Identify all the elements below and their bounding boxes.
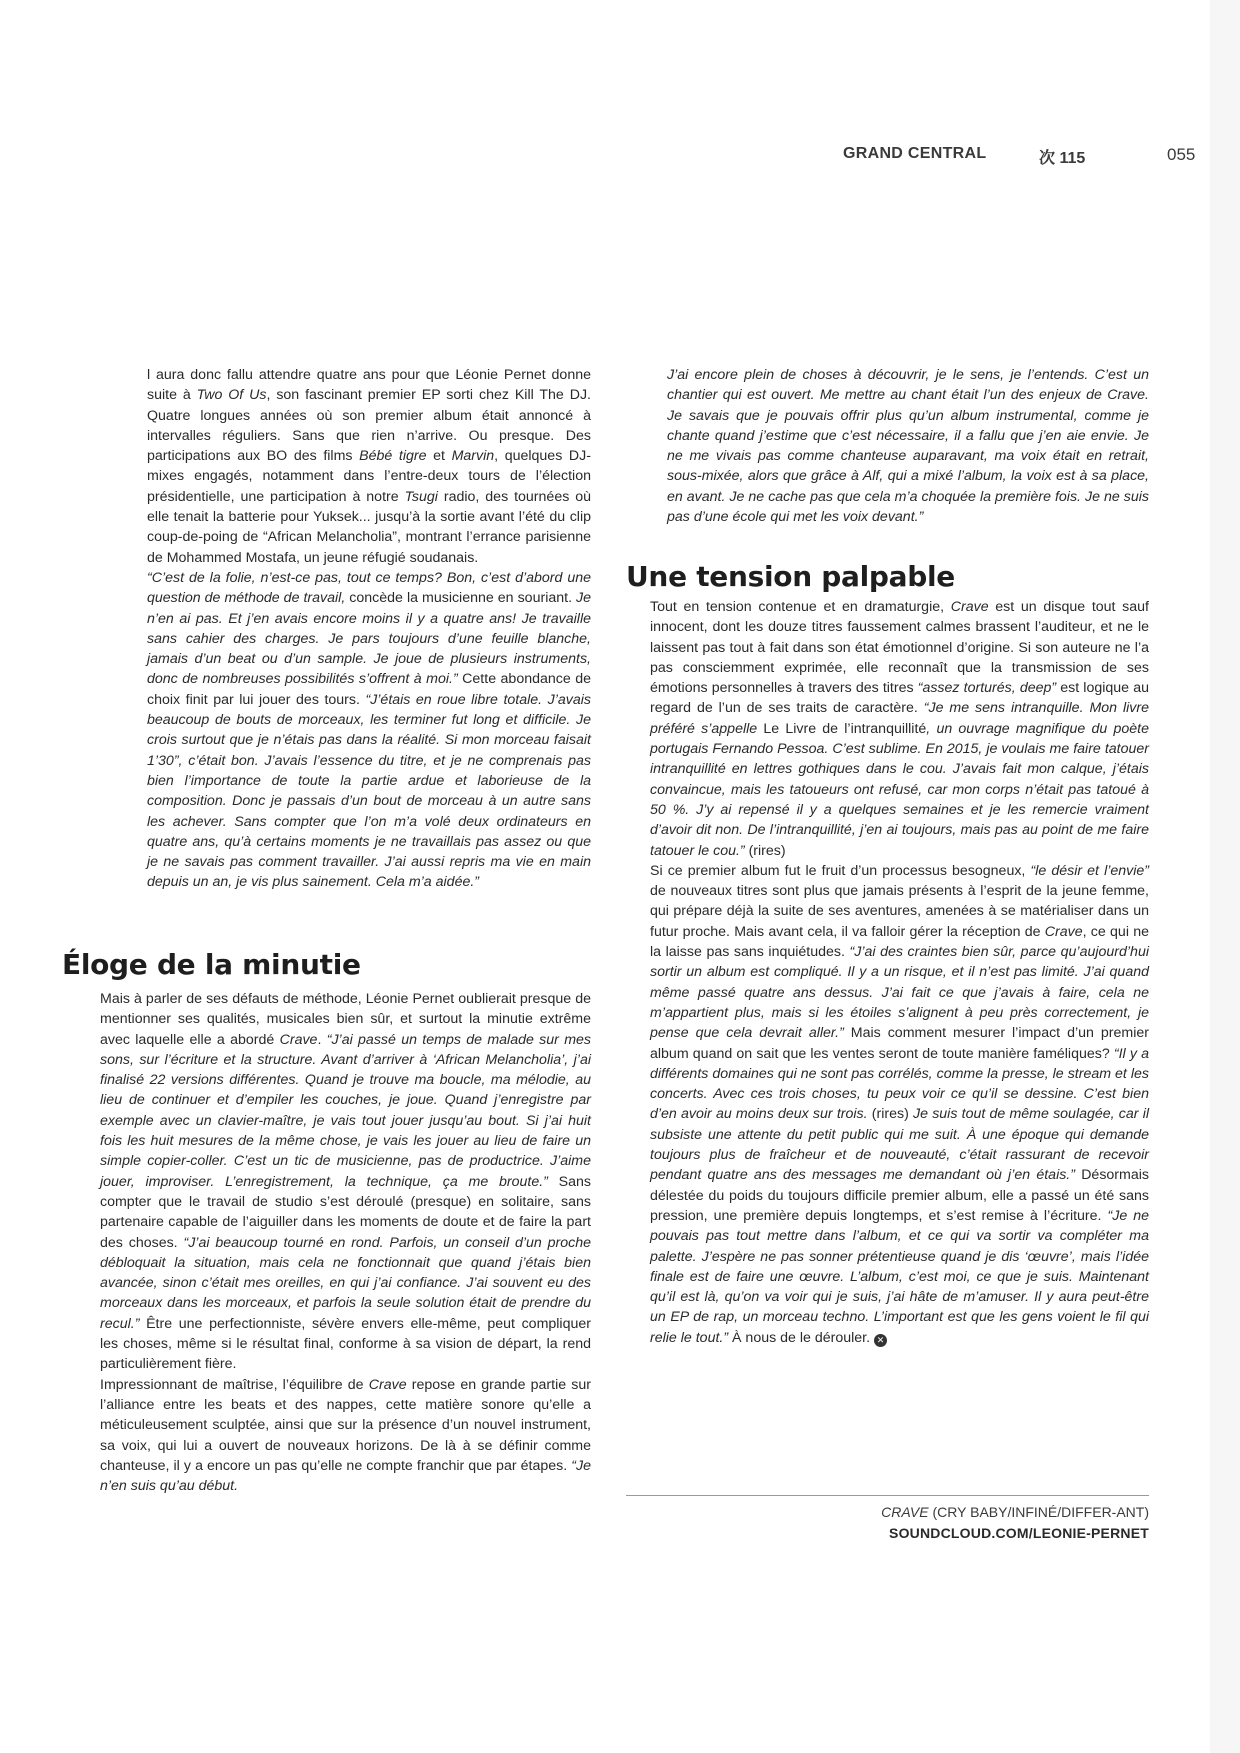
text-run: Impressionnant de maîtrise, l’équilibre de (100, 1376, 369, 1393)
text-run: Si ce premier album fut le fruit d’un processus besogneux, (650, 862, 1031, 879)
soundcloud-link[interactable]: SOUNDCLOUD.COM/LEONIE-PERNET (889, 1525, 1149, 1541)
quote-run: “J’ai des craintes bien sûr, parce qu’aujourd’hui sortir un album est compliqué. Il y a un risque, et il n’est pas limité. J’ai quand même passé quatre ans dessus. J’ai fait ce que j’avais à faire, cela ne m’appartient plus, mais si les étoiles s’alignent à peu près correctement, je pense que cela devrait aller.” (650, 944, 1149, 1042)
article-column-1-bottom (100, 989, 591, 1496)
text-run: Désormais délestée du poids du toujours difficile premier album, elle a passé un été sans pression, une première depuis longtemps, et s’est remise à l’écriture. (650, 1167, 1149, 1224)
text-run: (rires) (744, 842, 786, 859)
section-title: GRAND CENTRAL (843, 145, 987, 162)
credits-block (760, 1502, 1149, 1544)
text-run: , ce qui ne la laisse pas sans inquiétudes. (650, 923, 1149, 961)
text-run: (rires) (871, 1106, 909, 1123)
text-run: Crave (1044, 923, 1083, 940)
article-column-2-bottom (650, 597, 1149, 1348)
text-run: Marvin (451, 448, 495, 465)
quote-run: Je n’en ai pas. Et j’en avais encore moins il y a quatre ans! Je travaille sans cahier des charges. Je pars toujours d’une feuille blanche, jamais d’un beat ou d’un sample. Je joue de plusieurs instruments, donc de nombreuses possibilités s’offrent à moi.” (147, 590, 592, 688)
quote-run: “Je n’en suis qu’au début. (100, 1457, 591, 1495)
end-of-article-icon: ✕ (874, 1334, 887, 1347)
text-run: est logique au regard de l’un de ses traits de caractère. (650, 680, 1149, 717)
text-run: radio, des tournées où elle tenait la batterie pour Yuksek... jusqu’à la sortie avant l’été du clip coup-de-poing de “African Melancholia”, montrant l’errance parisienne de Mohammed Mostafa, un jeune réfugié soudanais. (147, 488, 592, 566)
subheading-eloge: Éloge de la minutie (62, 948, 361, 981)
quote-run: “assez torturés, deep” (917, 680, 1057, 697)
text-run: Bébé tigre (359, 448, 427, 465)
quote-run: “Il y a différents domaines qui ne sont pas corrélés, comme la presse, le stream et les concerts. Avec ces trois choses, tu peux voir ce qu’il se dessine. C’est bien d’en avoir au moins deux sur trois. (650, 1045, 1149, 1123)
quote-run: “J’étais en roue libre totale. J’avais beaucoup de bouts de morceaux, les terminer fut long et difficile. Je crois surtout que je n’étais pas dans la réalité. Si mon morceau faisait 1’30”, c’était bon. J’avais l’essence du titre, et je ne comprenais pas bien l’importance de toute la partie ardue et laborieuse de la composition. Donc je passais d’un bout de morceau à un autre sans les achever. Sans compter que l’on m’a volé deux ordinateurs en quatre ans, qu’à certains moments je ne travaillais pas assez ou que je ne savais pas comment travailler. J’ai aussi repris ma vie en main depuis un an, je vis plus sainement. Cela m’a aidée.” (147, 691, 591, 891)
text-run: Sans compter que le travail de studio s’est déroulé (presque) en solitaire, sans partenaire capable de l’aiguiller dans les moments de doute et de faire la part des choses. (100, 1173, 591, 1251)
text-run: est un disque tout sauf innocent, dont les douze titres faussement calmes brassent l’auditeur, et ne le laissent pas tout à fait dans son état émotionnel d’origine. Si son auteure ne l’a pas consciemment exprimée, elle reconnaît que la transmission de ses émotions personnelles à travers des titres (650, 599, 1149, 697)
quote-run: “J’ai beaucoup tourné en rond. Parfois, un conseil d’un proche débloquait la situation, mais cela ne fonctionnait que quand j’étais bien avancée, sinon c’était mes oreilles, en qui j’ai confiance. J’ai souvent eu des morceaux dans les morceaux, et parfois la seule solution était de prendre du recul.” (100, 1234, 592, 1332)
quote-run: , un ouvrage magnifique du poète portugais Fernando Pessoa. C’est sublime. En 2015, je voulais me faire tatouer intranquillité en lettres gothiques dans le cou. J’avais fait mon calque, j’étais convaincue, mais les tatoueurs ont refusé, car mon corps n’était pas tatoué à 50 %. J’y ai repensé il y a quelques semaines et je les remercie vraiment d’avoir dit non. De l’intranquillité, j’en ai toujours, mais pas au point de me faire tatouer le cou.” (650, 720, 1149, 859)
album-title: CRAVE (881, 1504, 929, 1520)
text-run: Être une perfectionniste, sévère envers elle-même, peut compliquer les choses, même si le résultat final, conforme à sa vision de départ, la rend particulièrement fière. (100, 1315, 591, 1373)
quote-run: “Je me sens intranquille. Mon livre préféré s’appelle (650, 700, 1149, 737)
text-run: Crave (368, 1376, 407, 1393)
text-run: Le Livre de l’intranquillité (763, 720, 927, 737)
text-run: Crave (950, 599, 989, 615)
text-run: repose en grande partie sur l’alliance entre les beats et des nappes, cette matière sonore qu’elle a méticuleusement sculptée, ainsi que sur la présence d’un nouvel instrument, sa voix, qui lui a ouvert de nouveaux horizons. De là à se définir comme chanteuse, il y a encore un pas qu’elle ne compte franchir que par étapes. (100, 1376, 591, 1474)
paragraph (147, 568, 591, 893)
paragraph (100, 1375, 591, 1497)
quote-run: “Je ne pouvais pas tout mettre dans l’album, et ce qui va sortir va compléter ma palette. J’espère ne pas sonner prétentieuse quand je dis ‘œuvre’, mais l’idée finale est de faire une œuvre. L’album, c’est moi, ce que je suis. Maintenant qu’il est là, qu’on va voir qui je suis, j’ai hâte de m’amuser. Il y aura peut-être un EP de rap, un morceau techno. L’important est que les gens voient le fil qui relie le tout.” (650, 1207, 1149, 1346)
text-run: concède la musicienne en souriant. (345, 590, 577, 607)
page-edge (1210, 0, 1240, 1753)
text-run: , son fascinant premier EP sorti chez Kill The DJ. Quatre longues années où son premier album était annoncé à intervalles réguliers. Sans que rien n’arrive. Ou presque. Des participations aux BO des films (147, 387, 591, 465)
quote-paragraph: J’ai encore plein de choses à découvrir, je le sens, je l’entends. C’est un chantier qui est ouvert. Me mettre au chant était l’un des enjeux de Crave. Je savais que je pouvais offrir plus qu’un album instrumental, comme je chante quand j’estime que c’est nécessaire, il a fallu que j’en aie envie. Je ne me vivais pas comme chanteuse auparavant, ma voix était en retrait, sous-mixée, alors que grâce à Alf, qui a mixé l’album, la voix est à sa place, en avant. Je ne cache pas que cela m’a choquée la première fois. Je ne suis pas d’une école qui met les voix devant.” (667, 367, 1149, 526)
subheading-tension: Une tension palpable (626, 560, 956, 593)
paragraph (650, 861, 1149, 1348)
paragraph-intro (147, 365, 591, 568)
text-run: de nouveaux titres sont plus que jamais présents à l’esprit de la jeune femme, qui prépare déjà la suite de ses aventures, amenées à se matérialiser dans un futur proche. Mais avant cela, il va falloir gérer la réception de (650, 883, 1149, 940)
text-run: , quelques DJ-mixes engagés, notamment dans l’entre-deux tours de l’élection présidentielle, une participation à notre (147, 448, 591, 505)
quote-run: “le désir et l’envie” (1030, 862, 1150, 879)
text-run: et (426, 448, 452, 465)
quote-run: “J’ai passé un temps de malade sur mes sons, sur l’écriture et la structure. Avant d’arriver à ‘African Melancholia’, j’ai finalisé 22 versions différentes. Quand je trouve ma boucle, ma mélodie, au lieu de continuer et d’empiler les couches, je joue. Quand j’enregistre par exemple avec un clavier-maître, je vais tout jouer jusqu’au bout. Si j’ai huit fois les huit mesures de la même chose, je vais les jouer au lieu de faire un simple copier-coller. C’est un tic de musicienne, pas de productrice. J’aime jouer, improviser. L’enregistrement, la technique, ça me broute.” (100, 1031, 592, 1190)
quote-run: Je suis tout de même soulagée, car il subsiste une attente du petit public qui me suit. À une époque qui demande toujours plus de fraîcheur et de nouveauté, c’était rassurant de recevoir pendant quatre ans des messages me demandant où j’en étais.” (650, 1106, 1149, 1184)
text-run: Cette abondance de choix finit par lui jouer des tours. (147, 671, 592, 708)
text-run: Mais comment mesurer l’impact d’un premier album quand on sait que les ventes seront de toute manière faméliques? (650, 1025, 1149, 1062)
issue-number: 次 115 (1039, 150, 1086, 167)
text-run: Tsugi (404, 488, 438, 505)
page-number: 055 (1167, 145, 1196, 164)
paragraph (650, 597, 1149, 861)
text-run: Crave (279, 1031, 318, 1048)
text-run: . (317, 1031, 327, 1048)
text-run: Two Of Us (196, 387, 267, 404)
album-credit (760, 1502, 1149, 1523)
article-column-1-top (147, 365, 591, 893)
credits-divider (626, 1495, 1149, 1496)
text-run: À nous de le dérouler. (728, 1329, 871, 1346)
text-run: Tout en tension contenue et en dramaturgie, (650, 599, 951, 615)
article-column-2-top (667, 365, 1149, 527)
running-header (820, 145, 1200, 169)
album-labels: (CRY BABY/INFINÉ/DIFFER-ANT) (928, 1504, 1149, 1520)
quote-run: “C’est de la folie, n’est-ce pas, tout ce temps? Bon, c’est d’abord une question de méthode de travail, (147, 569, 591, 607)
text-run: Mais à parler de ses défauts de méthode, Léonie Pernet oublierait presque de mentionner ses qualités, musicales bien sûr, et surtout la minutie extrême avec laquelle elle a abordé (100, 991, 591, 1048)
paragraph (100, 989, 591, 1375)
text-run: l aura donc fallu attendre quatre ans pour que Léonie Pernet donne suite à (147, 367, 591, 404)
